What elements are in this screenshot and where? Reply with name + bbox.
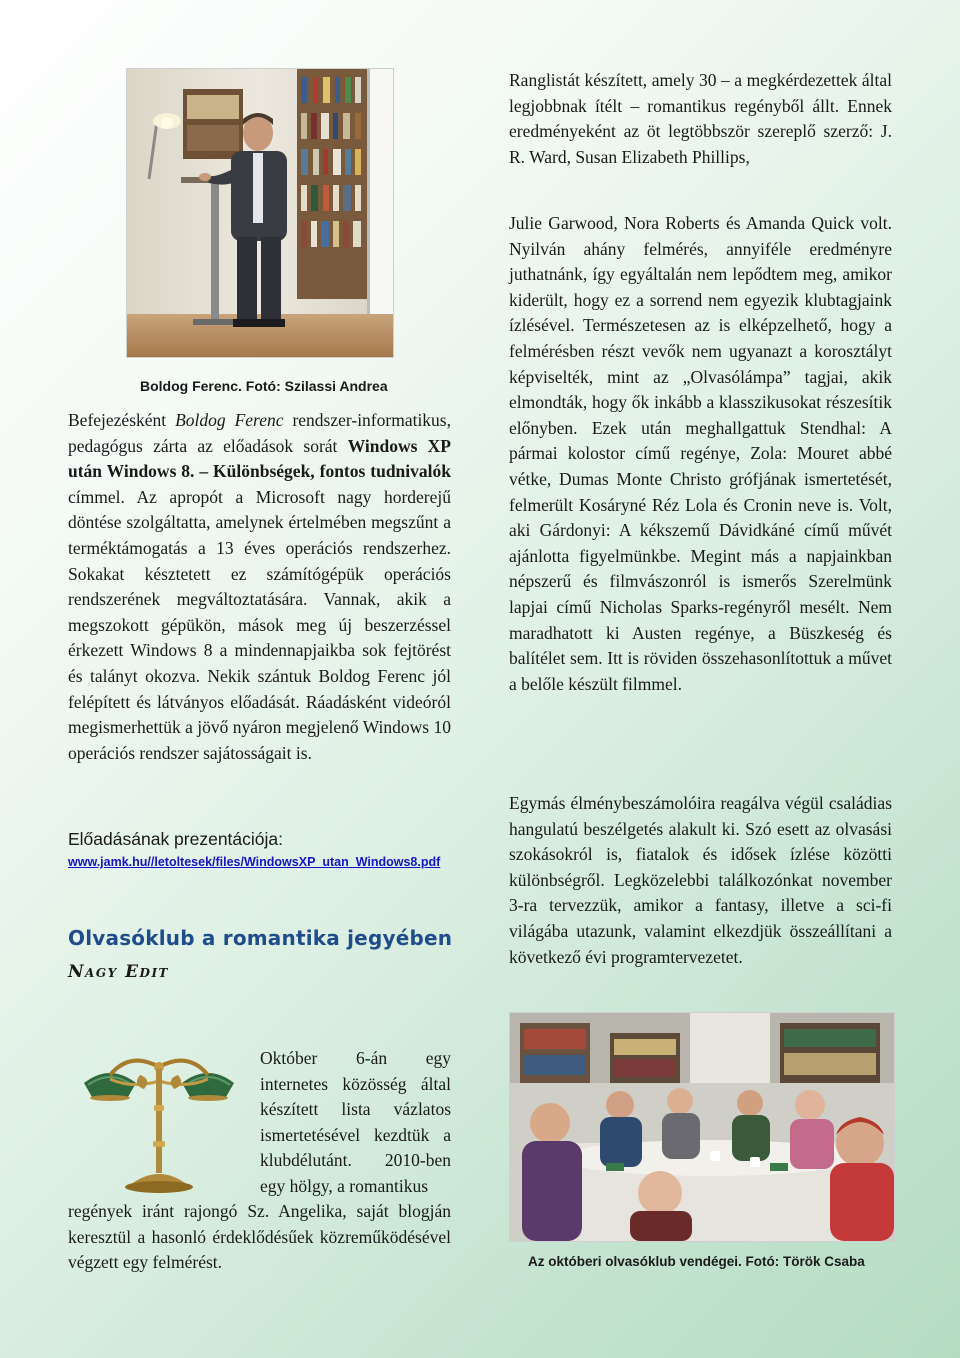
authors-paragraph: Julie Garwood, Nora Roberts és Amanda Quick volt. Nyilván ahány felmérés, annyiféle eredményre juthatnánk, így egyáltalán nem lepődtem meg, amikor kiderült, hogy ez a sorrend nem egyezik klubtagjaink ízlésével. Természetesen az is elképzelhető, hogy a felmérésben részt vevők nem ugyanazt a korosztályt képviselték, mint az „Olvasólámpa” tagjai, akik elmondták, hogy ők inkább a klasszikusokat részesítik előnyben. Ezek után meghallgattuk Stendhal: A pármai kolostor című regénye, Zola: Mouret abbé vétke, Dumas Monte Christo grófjának ismertetését, felmerült Kosáryné Réz Lola és Cronin neve is. Volt, aki Gárdonyi: A kékszemű Dávidkáné című művét ajánlotta figyelmünkbe. Megint más a napjainkban népszerű és filmvászonról is ismerős Szerelmünk lapjai című Nicholas Sparks-regényről mesélt. Nem maradhatott ki Austen regénye, a Büszkeség és balítélet sem. Itt is röviden összehasonlítottuk a művet a belőle készült filmmel. <box>509 213 892 694</box>
club-intro-full: regények iránt rajongó Sz. Angelika, saját blogján keresztül a hasonló érdeklődésűek közreműködésével végzett egy felmérést. <box>68 1201 451 1273</box>
speaker-photo-caption: Boldog Ferenc. Fotó: Szilassi Andrea <box>140 378 388 394</box>
speaker-photo <box>126 68 394 358</box>
club-photo-caption: Az októberi olvasóklub vendégei. Fotó: Török Csaba <box>528 1254 865 1269</box>
lecture-text-mid: rendszer-informatikus, pedagógus zárta az előadások sorát <box>68 410 451 456</box>
ranking-paragraph: Ranglistát készített, amely 30 – a megkérdezettek által legjobbnak ítélt – romantikus regényből állt. Ennek eredményeként az öt legtöbbször szereplő szerző: J. R. Ward, Susan Elizabeth Phillips, <box>509 70 892 167</box>
reading-lamp-illustration <box>70 1045 248 1205</box>
presentation-link[interactable]: www.jamk.hu//letoltesek/files/WindowsXP_utan_Windows8.pdf <box>68 855 441 869</box>
lecture-paragraph <box>68 408 451 766</box>
lecturer-name: Boldog Ferenc <box>175 410 284 430</box>
section-author: Nagy Edit <box>68 962 169 982</box>
club-intro-wrap: Október 6-án egy internetes közösség által készített lista vázlatos ismertetésével kezdtük a klubdélutánt. 2010-ben egy hölgy, a romantikus <box>260 1048 451 1196</box>
lecture-text-end: címmel. Az apropót a Microsoft nagy horderejű döntése szolgáltatta, amelynek értelmében megszűnt a terméktámogatás a 13 éves operációs rendszerhez. Sokakat késztetett ez számítógépük operációs rendszerének megváltoztatására. Vannak, akik a megszokott gépükön, mások meg új beszerzéssel érkezett Windows 8 a mindennapjaikba sok fejtörést és talányt okozva. Nekik szántuk Boldog Ferenc jól felépített és látványos előadását. Ráadásként videóról megismerhettük a jövő nyáron megjelenő Windows 10 operációs rendszer sajátosságait is. <box>68 486 451 763</box>
reading-club-photo <box>509 1012 895 1242</box>
lecture-text-start: Befejezésként <box>68 410 176 430</box>
closing-paragraph: Egymás élménybeszámolóira reagálva végül családias hangulatú beszélgetés alakult ki. Szó esett az olvasási szokásokról is, fiatalok és idősek ízlése közötti különbségről. Legközelebbi találkozónkat november 3-ra tervezzük, amikor a fantasy, illetve a sci-fi világába utazunk, valamint elkezdjük összeállítani a következő évi programtervezetet. <box>509 793 892 967</box>
section-title: Olvasóklub a romantika jegyében <box>68 926 453 950</box>
lecture-title: Windows XP után Windows 8. – Különbségek, fontos tudnivalók <box>68 435 451 482</box>
presentation-label: Előadásának prezentációja: <box>68 829 284 849</box>
